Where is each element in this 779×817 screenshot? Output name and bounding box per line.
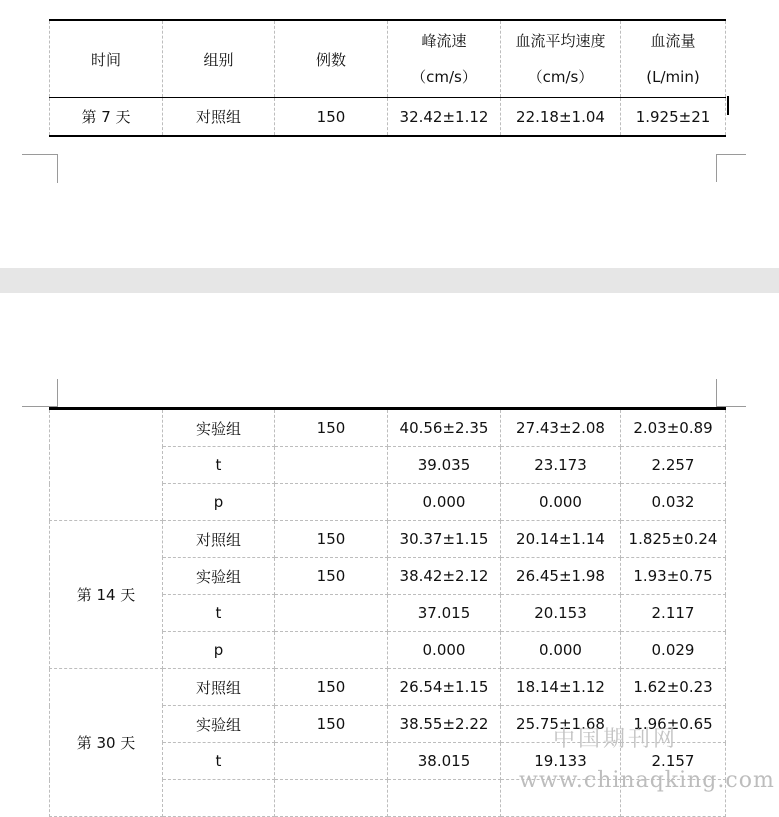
table-header-row: [50, 20, 726, 98]
cell-mean: 27.43±2.08: [501, 409, 621, 447]
header-group: 组别: [163, 20, 275, 98]
cell-group: t: [163, 447, 275, 484]
table-row: [50, 98, 726, 137]
cell-peak: 40.56±2.35: [388, 409, 501, 447]
cell-peak: 0.000: [388, 632, 501, 669]
crop-mark-top-right-h: [716, 154, 746, 155]
cell-cases: [275, 632, 388, 669]
cell-flow: 2.157: [621, 743, 726, 780]
cell-flow: 2.117: [621, 595, 726, 632]
watermark-cn: 中国期刊网: [553, 727, 679, 752]
cell-group: 实验组: [163, 409, 275, 447]
cell-peak: 0.000: [388, 484, 501, 521]
cell-cases: 150: [275, 558, 388, 595]
cell-flow: 0.029: [621, 632, 726, 669]
cell-peak: 30.37±1.15: [388, 521, 501, 558]
header-blood-flow: 血流量 (L/min): [621, 20, 726, 98]
cell-group: 实验组: [163, 706, 275, 743]
cell-cases-empty: [275, 780, 388, 817]
cell-group: p: [163, 632, 275, 669]
cell-peak: 32.42±1.12: [388, 98, 501, 137]
header-mean-velocity: 血流平均速度 （cm/s）: [501, 20, 621, 98]
cell-group: 对照组: [163, 669, 275, 706]
cell-flow: 1.62±0.23: [621, 669, 726, 706]
page-separator: [0, 268, 779, 293]
cell-mean: 18.14±1.12: [501, 669, 621, 706]
crop-mark-top-left: [48, 154, 58, 183]
cell-mean: 0.000: [501, 632, 621, 669]
cell-flow: 1.96±0.65: [621, 706, 726, 743]
header-peak-velocity: 峰流速 （cm/s）: [388, 20, 501, 98]
cell-mean: 19.133: [501, 743, 621, 780]
cell-time-day14: 第 14 天: [50, 521, 163, 669]
data-table-page1: [49, 19, 726, 137]
cell-group: 对照组: [163, 98, 275, 137]
cell-mean: 0.000: [501, 484, 621, 521]
cell-peak: 26.54±1.15: [388, 669, 501, 706]
cell-peak: 38.55±2.22: [388, 706, 501, 743]
cell-cases: 150: [275, 521, 388, 558]
cell-cases: [275, 595, 388, 632]
cell-flow: 0.032: [621, 484, 726, 521]
cell-mean: 20.14±1.14: [501, 521, 621, 558]
cell-group: 实验组: [163, 558, 275, 595]
cell-peak: 39.035: [388, 447, 501, 484]
cell-peak-empty: [388, 780, 501, 817]
crop-mark-bottom-right: [716, 379, 726, 407]
watermark-url: www.chinaqking.com: [519, 768, 775, 793]
cell-flow: 1.825±0.24: [621, 521, 726, 558]
cell-cases: 150: [275, 409, 388, 447]
crop-mark-bottom-left: [48, 379, 58, 407]
table-row: [50, 669, 726, 706]
cell-group: p: [163, 484, 275, 521]
cell-cases: 150: [275, 98, 388, 137]
table-row: [50, 409, 726, 447]
cell-time-day30: 第 30 天: [50, 669, 163, 817]
cell-time-empty: [50, 409, 163, 521]
cell-peak: 38.42±2.12: [388, 558, 501, 595]
cell-cases: [275, 447, 388, 484]
data-table-page2: [49, 407, 726, 817]
crop-mark-top-left-h: [22, 154, 58, 155]
cell-flow: 1.93±0.75: [621, 558, 726, 595]
cell-flow: 2.03±0.89: [621, 409, 726, 447]
cell-flow: 2.257: [621, 447, 726, 484]
cell-mean: 25.75±1.68: [501, 706, 621, 743]
cell-mean: 26.45±1.98: [501, 558, 621, 595]
cell-mean: 23.173: [501, 447, 621, 484]
header-time: 时间: [50, 20, 163, 98]
cell-cases: [275, 743, 388, 780]
cell-group-empty: [163, 780, 275, 817]
crop-mark-top-right: [716, 154, 717, 182]
header-cases: 例数: [275, 20, 388, 98]
cell-mean: 22.18±1.04: [501, 98, 621, 137]
table-row: [50, 521, 726, 558]
cell-time: 第 7 天: [50, 98, 163, 137]
cell-cases: 150: [275, 669, 388, 706]
cell-cases: 150: [275, 706, 388, 743]
cell-flow: 1.925±21: [621, 98, 726, 137]
cell-mean: 20.153: [501, 595, 621, 632]
cell-group: t: [163, 743, 275, 780]
cell-peak: 38.015: [388, 743, 501, 780]
cell-cases: [275, 484, 388, 521]
cell-group: t: [163, 595, 275, 632]
text-cursor: [727, 96, 729, 115]
cell-group: 对照组: [163, 521, 275, 558]
cell-peak: 37.015: [388, 595, 501, 632]
